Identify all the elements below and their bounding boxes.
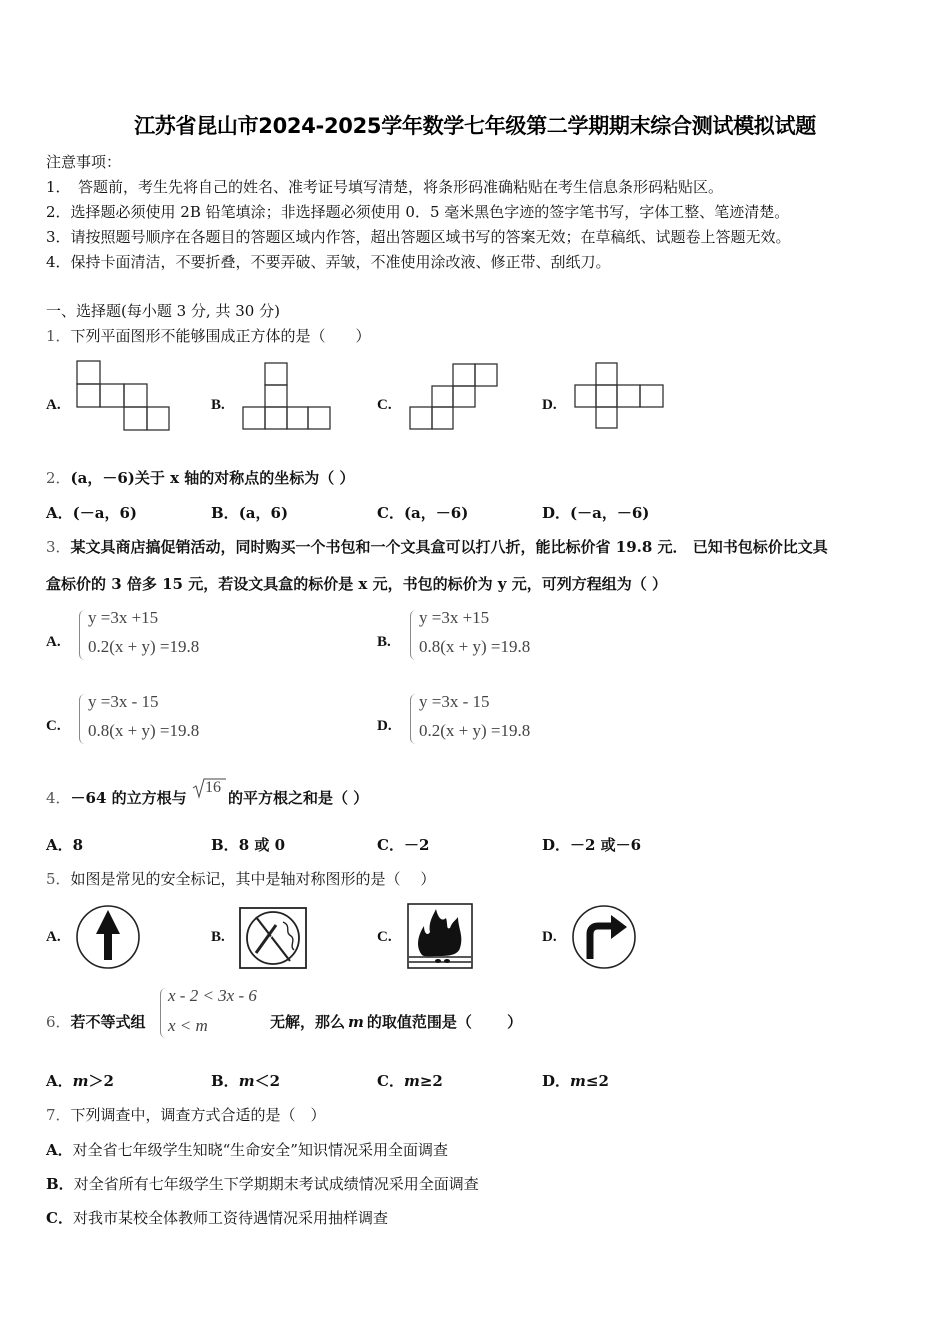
option-label: C．: [377, 836, 404, 854]
option-text: 8 或 0: [238, 836, 286, 854]
option-label: D．: [542, 836, 571, 854]
option-label: D．: [542, 504, 571, 522]
notice-item: 2．选择题必须使用 2B 铅笔填涂；非选择题必须使用 0．5 毫米黑色字迹的签字笔书写，字体工整、笔迹清楚。: [46, 203, 790, 221]
option-label: C.: [377, 929, 392, 945]
notice-item: 1． 答题前，考生先将自己的姓名、准考证号填写清楚，将条形码准确粘贴在考生信息条形码粘贴区。: [46, 178, 724, 196]
option-text: ≥2: [419, 1072, 443, 1090]
option-label: C.: [46, 718, 61, 734]
option-text: 对全省所有七年级学生下学期期末考试成绩情况采用全面调查: [73, 1175, 479, 1193]
question-text: (a，－6)关于 x 轴的对称点的坐标为（ ）: [70, 469, 355, 487]
option-a: [46, 1071, 114, 1091]
question-number: 2．: [46, 469, 71, 487]
question-text: [270, 1012, 522, 1032]
equation: y =3x - 15: [419, 692, 490, 711]
option-d: [542, 1071, 609, 1091]
option-label: D.: [542, 929, 557, 945]
option-label: B.: [211, 397, 225, 413]
question-7-stem: [46, 1105, 326, 1125]
equation: y =3x - 15: [88, 692, 159, 711]
option-label: B．: [211, 1072, 239, 1090]
option-label: B.: [211, 929, 225, 945]
question-text: 下列调查中，调查方式合适的是（ ）: [70, 1106, 326, 1124]
option-label: B．: [211, 836, 239, 854]
option-label: A．: [46, 1141, 73, 1159]
option-text: ＜2: [254, 1072, 280, 1090]
option-label: C．: [46, 1209, 73, 1227]
variable: m: [570, 1072, 586, 1090]
equation: 0.2(x + y) =19.8: [419, 721, 531, 740]
option-text: ≤2: [585, 1072, 609, 1090]
equation: 0.8(x + y) =19.8: [419, 637, 531, 656]
option-label: A．: [46, 504, 73, 522]
option-label: A．: [46, 836, 73, 854]
option-label: B．: [46, 1175, 74, 1193]
stem-part: 无解，那么: [270, 1013, 346, 1031]
option-a: [46, 1140, 448, 1160]
option-text: (－a，－6): [570, 504, 650, 522]
question-6-stem: [46, 1012, 146, 1032]
option-label: D.: [542, 397, 557, 413]
question-number: 6．: [46, 1013, 71, 1031]
page-title: 江苏省昆山市2024-2025学年数学七年级第二学期期末综合测试模拟试题: [134, 114, 816, 138]
question-text: 的平方根之和是（ ）: [228, 789, 369, 807]
option-label: B．: [211, 504, 239, 522]
question-number: 1．: [46, 327, 71, 345]
option-text: 对全省七年级学生知晓“生命安全”知识情况采用全面调查: [72, 1141, 448, 1159]
question-text: 某文具商店搞促销活动，同时购买一个书包和一个文具盒可以打八折，能比标价省 19.8 元． 已知书包标价比文具: [70, 538, 828, 556]
option-label: A.: [46, 634, 61, 650]
question-number: 5．: [46, 870, 71, 888]
variable: m: [72, 1072, 89, 1090]
sqrt-radicand: 16: [205, 779, 221, 796]
question-text: 盒标价的 3 倍多 15 元，若设文具盒的标价是 x 元，书包的标价为 y 元，可列方程组为（ ）: [46, 575, 667, 593]
option-text: (－a，6): [72, 504, 137, 522]
question-text: 下列平面图形不能够围成正方体的是（ ）: [70, 327, 371, 345]
option-text: 对我市某校全体教师工资待遇情况采用抽样调查: [72, 1209, 388, 1227]
question-text: 如图是常见的安全标记，其中是轴对称图形的是（ ）: [70, 870, 436, 888]
notice-item: 4．保持卡面清洁，不要折叠，不要弄破、弄皱，不准使用涂改液、修正带、刮纸刀。: [46, 253, 611, 271]
option-text: 8: [72, 836, 84, 854]
equation: 0.2(x + y) =19.8: [88, 637, 200, 656]
question-text: －64 的立方根与: [70, 789, 187, 807]
variable: m: [238, 1072, 255, 1090]
option-c: [377, 1071, 443, 1091]
variable: m: [348, 1013, 364, 1031]
option-label: D．: [542, 1072, 571, 1090]
option-c: [46, 1208, 388, 1228]
notice-item: 3．请按照题号顺序在各题目的答题区域内作答，超出答题区域书写的答案无效；在草稿纸、试题卷上答题无效。: [46, 228, 791, 246]
option-text: (a，－6): [403, 504, 469, 522]
inequality: x < m: [168, 1016, 208, 1035]
option-label: B.: [377, 634, 391, 650]
equation: 0.8(x + y) =19.8: [88, 721, 200, 740]
notice-heading: 注意事项：: [46, 153, 122, 171]
option-text: (a，6): [238, 504, 289, 522]
option-label: C．: [377, 504, 404, 522]
question-text: 若不等式组: [70, 1013, 146, 1031]
option-b: [211, 1071, 280, 1091]
option-label: A．: [46, 1072, 73, 1090]
equation: y =3x +15: [419, 608, 490, 627]
option-text: －2 或－6: [570, 836, 642, 854]
option-text: －2: [403, 836, 430, 854]
option-label: C．: [377, 1072, 404, 1090]
option-label: A.: [46, 397, 61, 413]
variable: m: [403, 1072, 420, 1090]
question-number: 3．: [46, 538, 71, 556]
option-label: C.: [377, 397, 392, 413]
option-b: [46, 1174, 479, 1194]
inequality: x - 2 < 3x - 6: [168, 986, 257, 1005]
stem-part: 的取值范围是（ ）: [366, 1013, 523, 1031]
option-label: D.: [377, 718, 392, 734]
option-text: ＞2: [88, 1072, 114, 1090]
section-heading: 一、选择题(每小题 3 分, 共 30 分): [46, 302, 280, 320]
equation: y =3x +15: [88, 608, 159, 627]
question-number: 4．: [46, 789, 71, 807]
question-number: 7．: [46, 1106, 71, 1124]
option-label: A.: [46, 929, 61, 945]
